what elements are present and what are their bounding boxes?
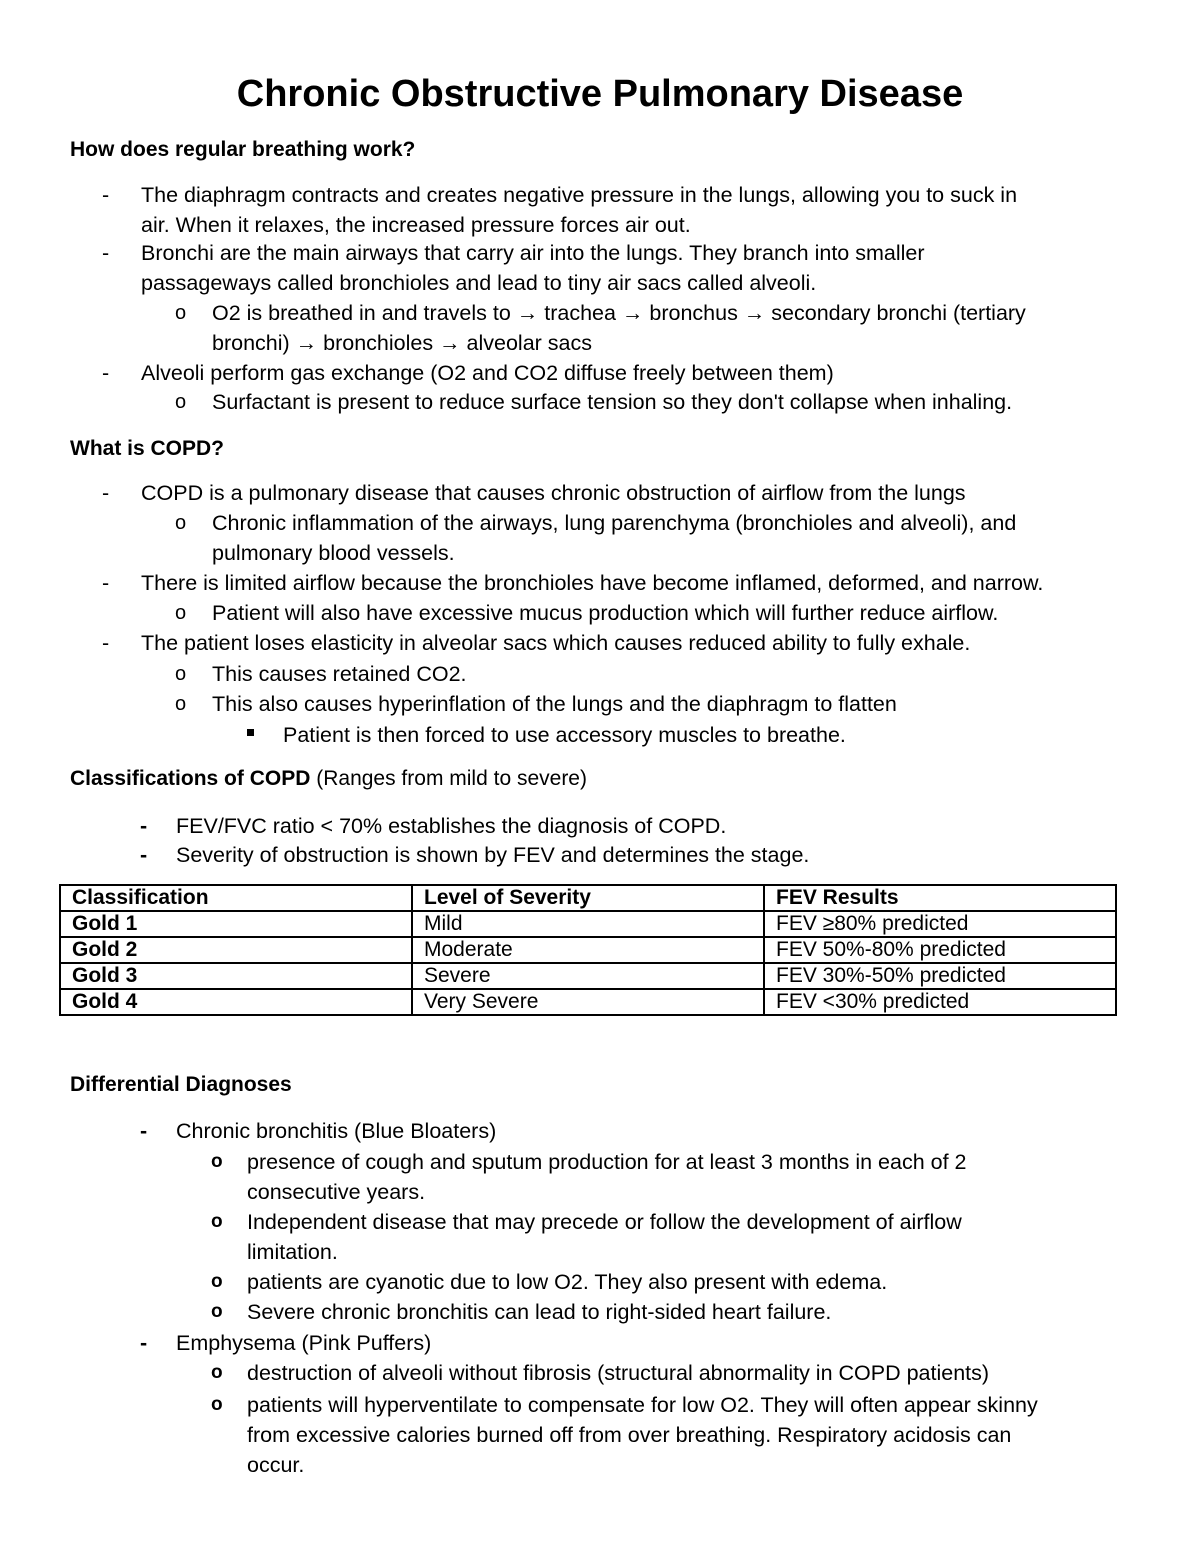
section-heading-breathing: How does regular breathing work? — [70, 138, 416, 161]
circle-marker: o — [211, 1362, 223, 1383]
circle-marker: o — [211, 1394, 223, 1415]
table-cell: FEV 50%-80% predicted — [764, 937, 1116, 963]
bullet-text: Bronchi are the main airways that carry air into the lungs. They branch into smaller — [141, 241, 925, 265]
table-cell: FEV 30%-50% predicted — [764, 963, 1116, 989]
sub-bullet-text: patients will hyperventilate to compensate for low O2. They will often appear skinny — [247, 1393, 1038, 1417]
sub-bullet-text: from excessive calories burned off from over breathing. Respiratory acidosis can — [247, 1423, 1012, 1447]
circle-marker: o — [211, 1301, 223, 1322]
sub-bullet-text: This causes retained CO2. — [212, 662, 467, 686]
table-header-cell: FEV Results — [764, 885, 1116, 911]
bullet-text: COPD is a pulmonary disease that causes chronic obstruction of airflow from the lungs — [141, 481, 966, 505]
table-header-cell: Classification — [60, 885, 412, 911]
sub-bullet-text: Patient will also have excessive mucus production which will further reduce airflow. — [212, 601, 999, 625]
sub-bullet-text: consecutive years. — [247, 1180, 426, 1204]
circle-marker: o — [175, 693, 187, 715]
table-cell: Gold 3 — [60, 963, 412, 989]
sub-bullet-text: presence of cough and sputum production for at least 3 months in each of 2 — [247, 1150, 967, 1174]
bullet-text: FEV/FVC ratio < 70% establishes the diagnosis of COPD. — [176, 814, 727, 838]
table-row — [60, 989, 1116, 1015]
bullet-text: The patient loses elasticity in alveolar sacs which causes reduced ability to fully exhale. — [141, 631, 971, 655]
circle-marker: o — [175, 391, 187, 413]
sub-bullet-text: patients are cyanotic due to low O2. They also present with edema. — [247, 1270, 888, 1294]
sub-bullet-text: destruction of alveoli without fibrosis (structural abnormality in COPD patients) — [247, 1361, 990, 1385]
table-cell: Mild — [412, 911, 764, 937]
circle-marker: o — [175, 663, 187, 685]
bullet-text: There is limited airflow because the bronchioles have become inflamed, deformed, and narrow. — [141, 571, 1044, 595]
sub-bullet-text: Surfactant is present to reduce surface tension so they don't collapse when inhaling. — [212, 390, 1013, 414]
circle-marker: o — [211, 1271, 223, 1292]
sub-bullet-text: occur. — [247, 1453, 305, 1477]
dash-marker: - — [140, 843, 148, 867]
circle-marker: o — [175, 602, 187, 624]
sub-bullet-text: This also causes hyperinflation of the lungs and the diaphragm to flatten — [212, 692, 897, 716]
dash-marker: - — [102, 631, 110, 655]
section-heading-classifications — [70, 766, 587, 792]
circle-marker: o — [175, 512, 187, 534]
sub-bullet-text: O2 is breathed in and travels to → trachea → bronchus → secondary bronchi (tertiary — [212, 301, 1026, 325]
circle-marker: o — [211, 1151, 223, 1172]
sub-bullet-text: pulmonary blood vessels. — [212, 541, 455, 565]
table-row — [60, 911, 1116, 937]
dash-marker: - — [140, 1119, 148, 1143]
table-cell: Gold 1 — [60, 911, 412, 937]
circle-marker: o — [175, 302, 187, 324]
table-cell: Very Severe — [412, 989, 764, 1015]
section-heading-what-is-copd: What is COPD? — [70, 437, 225, 460]
circle-marker: o — [211, 1211, 223, 1232]
bullet-text: Alveoli perform gas exchange (O2 and CO2 diffuse freely between them) — [141, 361, 834, 385]
table-cell: Moderate — [412, 937, 764, 963]
sub-bullet-text: Severe chronic bronchitis can lead to right-sided heart failure. — [247, 1300, 832, 1324]
table-cell: Gold 4 — [60, 989, 412, 1015]
table-header-row — [60, 885, 1116, 911]
dash-marker: - — [102, 241, 110, 265]
dash-marker: - — [140, 814, 148, 838]
sub-bullet-text: bronchi) → bronchioles → alveolar sacs — [212, 331, 592, 355]
bullet-text: Severity of obstruction is shown by FEV and determines the stage. — [176, 843, 810, 867]
table-row — [60, 937, 1116, 963]
bullet-text: The diaphragm contracts and creates negative pressure in the lungs, allowing you to suck in — [141, 183, 1018, 207]
bullet-text: passageways called bronchioles and lead to tiny air sacs called alveoli. — [141, 271, 817, 295]
sub-sub-bullet-text: Patient is then forced to use accessory muscles to breathe. — [283, 723, 846, 747]
page-title: Chronic Obstructive Pulmonary Disease — [236, 73, 964, 115]
dash-marker: - — [102, 361, 110, 385]
bullet-text: air. When it relaxes, the increased pressure forces air out. — [141, 213, 691, 237]
table-cell: Gold 2 — [60, 937, 412, 963]
dash-marker: - — [102, 571, 110, 595]
sub-bullet-text: Chronic inflammation of the airways, lung parenchyma (bronchioles and alveoli), and — [212, 511, 1017, 535]
heading-bold-part: Classifications of COPD — [70, 767, 311, 790]
bullet-text: Emphysema (Pink Puffers) — [176, 1331, 432, 1355]
table-row — [60, 963, 1116, 989]
table-cell: FEV ≥80% predicted — [764, 911, 1116, 937]
dash-marker: - — [102, 183, 110, 207]
section-heading-differential: Differential Diagnoses — [70, 1073, 292, 1096]
sub-bullet-text: limitation. — [247, 1240, 338, 1264]
square-bullet-icon — [247, 729, 254, 736]
sub-bullet-text: Independent disease that may precede or follow the development of airflow — [247, 1210, 962, 1234]
table-cell: FEV <30% predicted — [764, 989, 1116, 1015]
heading-normal-part: (Ranges from mild to severe) — [310, 767, 587, 790]
dash-marker: - — [102, 481, 110, 505]
dash-marker: - — [140, 1331, 148, 1355]
bullet-text: Chronic bronchitis (Blue Bloaters) — [176, 1119, 497, 1143]
classification-table — [59, 884, 1117, 1016]
table-header-cell: Level of Severity — [412, 885, 764, 911]
table-cell: Severe — [412, 963, 764, 989]
